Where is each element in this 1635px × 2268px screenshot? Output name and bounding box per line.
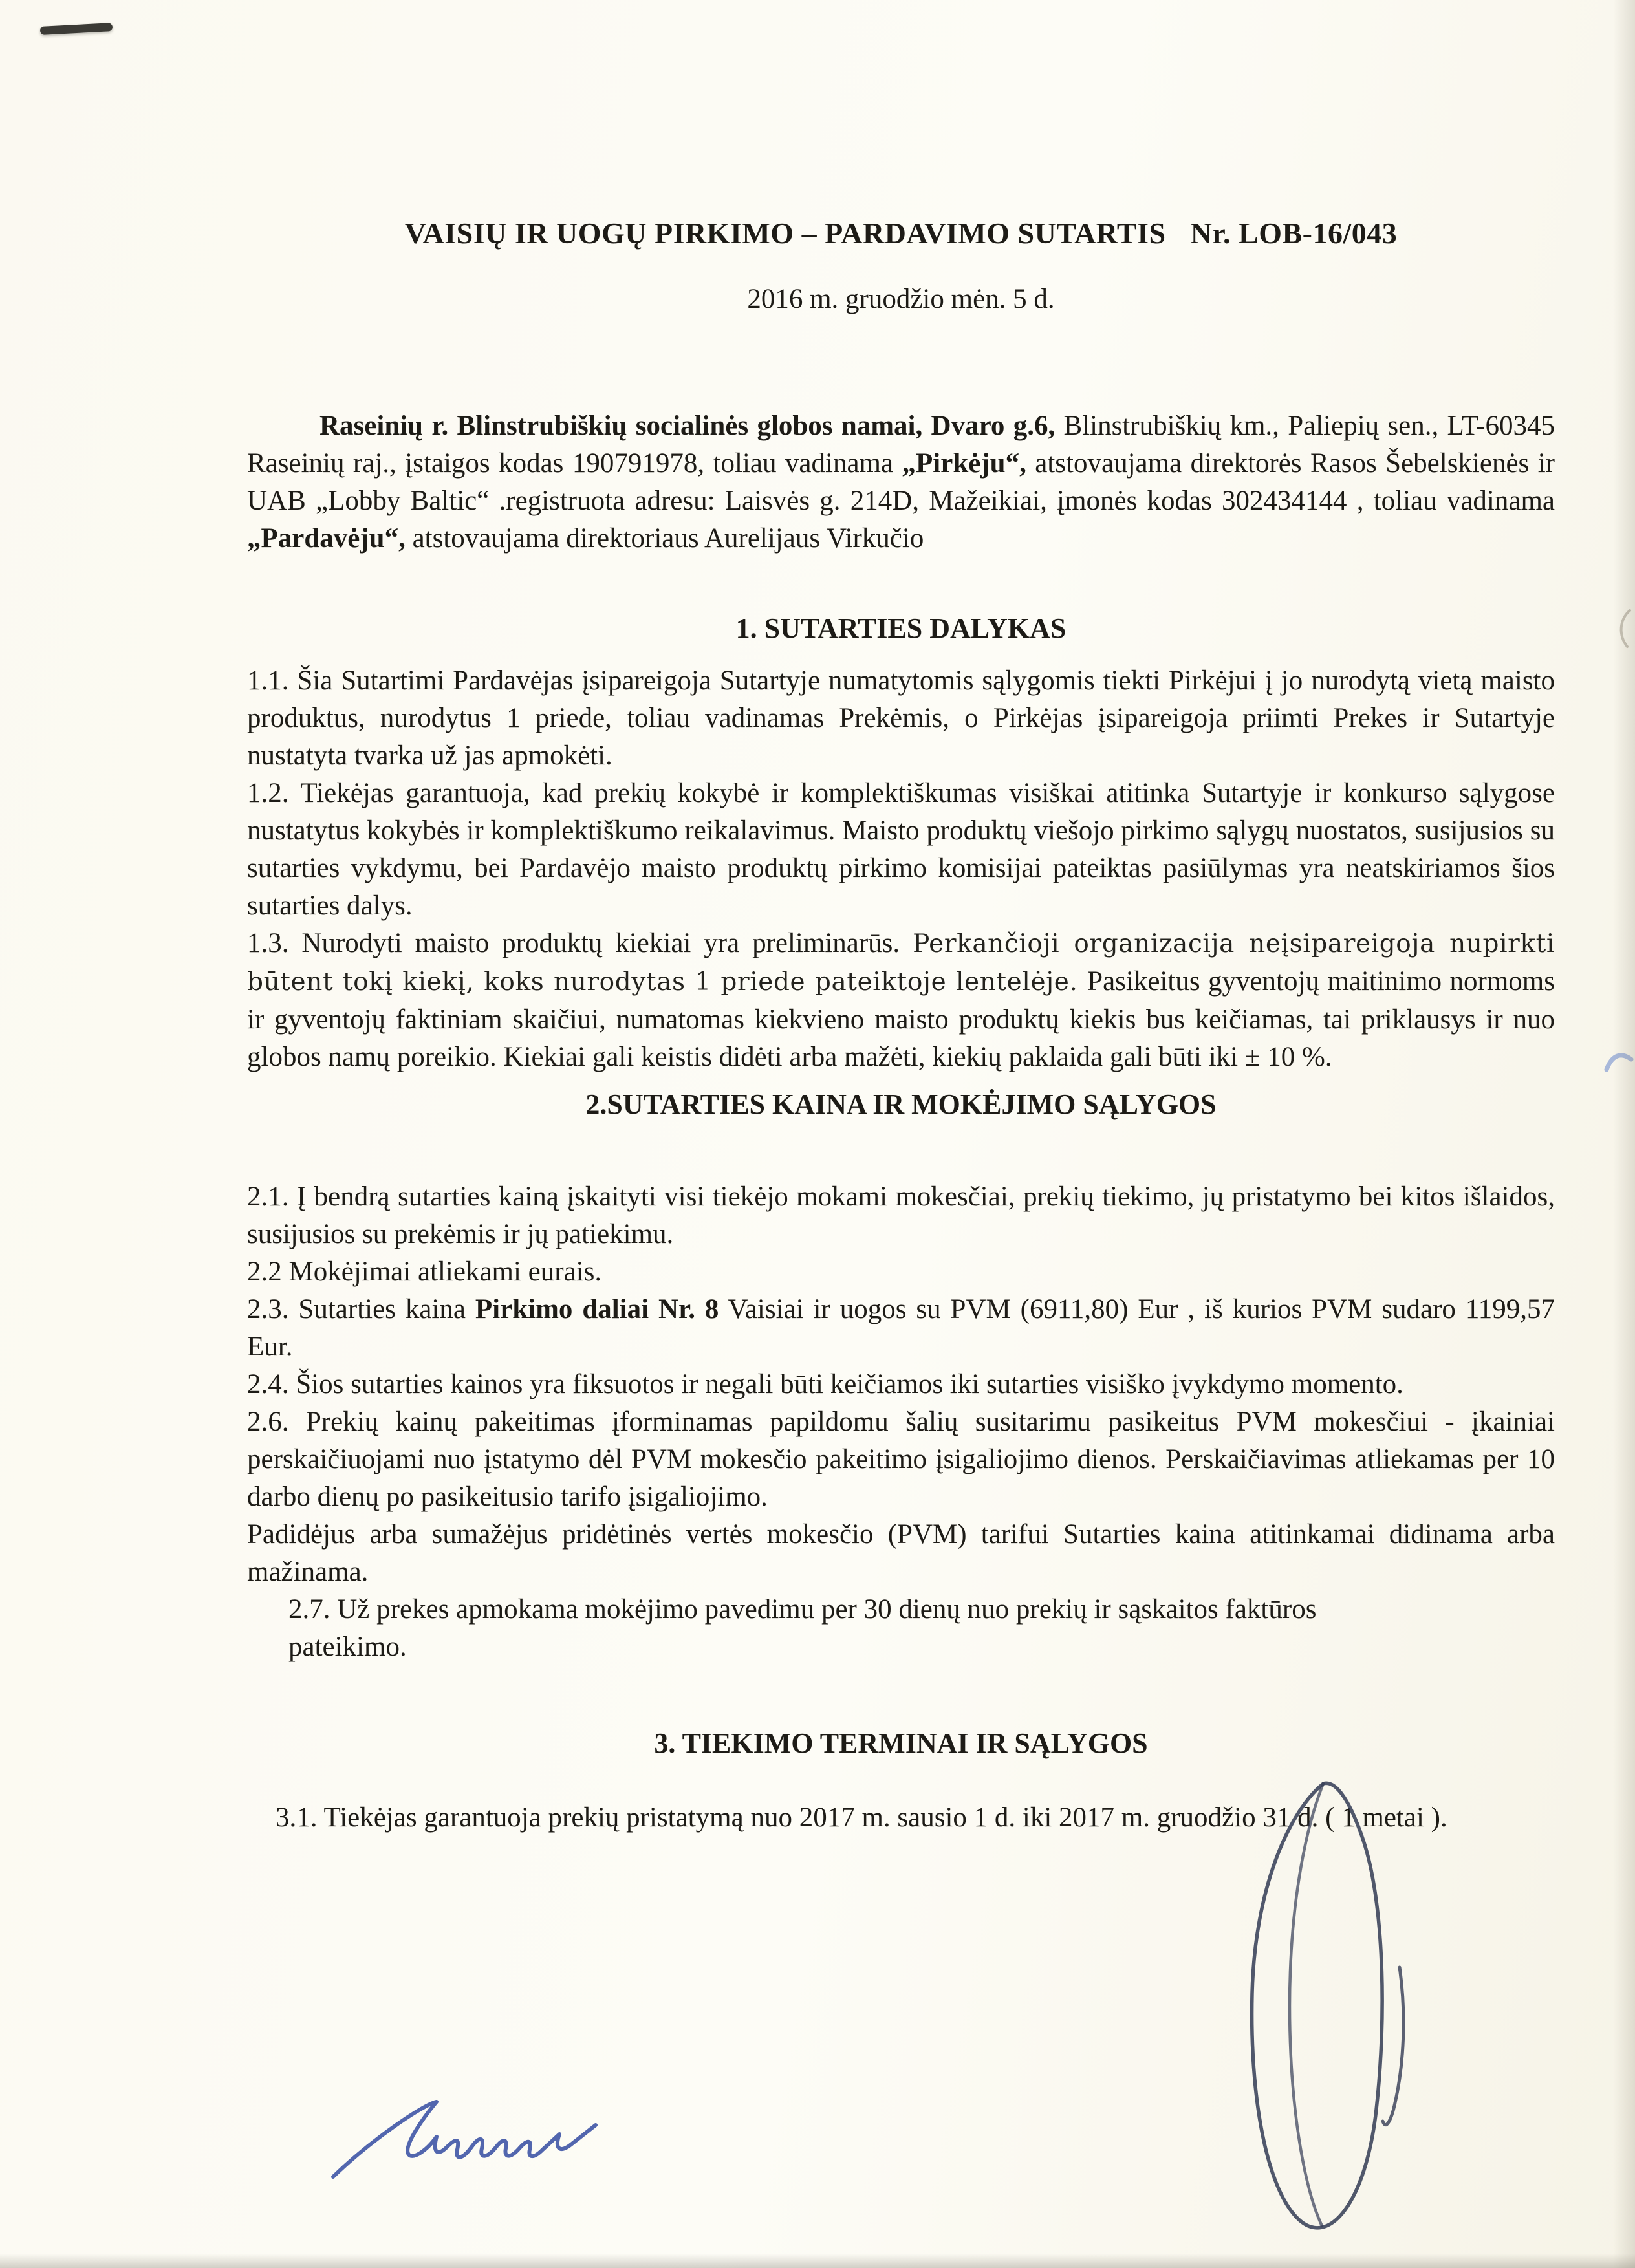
- scan-edge-shadow-bottom: [0, 2254, 1635, 2268]
- section-2-heading: 2.SUTARTIES KAINA IR MOKĖJIMO SĄLYGOS: [585, 1088, 1217, 1120]
- blue-edge-mark: [1603, 1046, 1635, 1080]
- clause-2-3: [247, 1291, 1555, 1366]
- section-2-clauses: [247, 1178, 1555, 1666]
- clause-2-7: [247, 1591, 1555, 1666]
- clause-2-7-line-2: pateikimo.: [288, 1632, 407, 1662]
- scan-crease-mark: [1612, 608, 1635, 649]
- contract-title-text: VAISIŲ IR UOGŲ PIRKIMO – PARDAVIMO SUTARTIS: [404, 217, 1166, 250]
- contract-title: [247, 213, 1555, 254]
- intro-text-segment: atstovaujama direktoriaus Aurelijaus Virkučio: [405, 523, 924, 554]
- clause-2-2: 2.2 Mokėjimai atliekami eurais.: [247, 1257, 602, 1287]
- intro-text-segment: Blinstrubiškių km., Paliepių sen., LT-60345 Raseinių raj., įstaigos kodas 190791978, toliau vadinama: [247, 411, 1555, 479]
- clause-1-3-alt-font-segment: Perkančioji organizacija neįsipareigoja nupirkti būtent tokį kiekį, koks nurodytas 1 priede pateiktoje lentelėje.: [247, 929, 1555, 997]
- intro-paragraph: [247, 407, 1555, 557]
- section-3-heading: 3. TIEKIMO TERMINAI IR SĄLYGOS: [654, 1727, 1148, 1759]
- pen-stroke-oval-mark: [1226, 1773, 1420, 2252]
- clause-1-3-segment: 1.3. Nurodyti maisto produktų kiekiai yra preliminarūs.: [247, 928, 913, 958]
- scan-artifact-top-left: [40, 23, 113, 35]
- seller-label-text: „Pardavėju“,: [247, 523, 406, 554]
- intro-text-segment: atstovaujama direktorės Rasos Šebelskienės ir UAB „Lobby Baltic“ .registruota adresu: Laisvės g. 214D, Mažeikiai, įmonės kodas 302434144 , toliau vadinama: [247, 448, 1555, 516]
- clause-1-2: 1.2. Tiekėjas garantuoja, kad prekių kokybė ir komplektiškumas visiškai atitinka Sutartyje ir konkurso sąlygose nustatytus kokybės ir komplektiškumo reikalavimus. Maisto produktų viešojo pirkimo sąlygų nuostatos, susijusios su sutarties vykdymu, bei Pardavėjo maisto produktų pirkimo komisijai pateiktas pasiūlymas yra neatskiriamos šios sutarties dalys.: [247, 778, 1555, 921]
- clause-3-1: 3.1. Tiekėjas garantuoja prekių pristatymą nuo 2017 m. sausio 1 d. iki 2017 m. gruodžio 31 d. ( 1 metai ).: [276, 1802, 1447, 1833]
- buyer-label-text: „Pirkėju“,: [902, 448, 1026, 479]
- clause-2-6: 2.6. Prekių kainų pakeitimas įforminamas papildomu šalių susitarimu pasikeitus PVM mokesčiui - įkainiai perskaičiuojami nuo įstatymo dėl PVM mokesčio pakeitimo įsigaliojimo dienos. Perskaičiavimas atliekamas per 10 darbo dienų po pasikeitusio tarifo įsigaliojimo.: [247, 1407, 1555, 1512]
- contract-number: Nr. LOB-16/043: [1190, 217, 1398, 250]
- clause-2-1: 2.1. Į bendrą sutarties kainą įskaityti visi tiekėjo mokami mokesčiai, prekių tiekimo, jų pristatymo bei kitos išlaidos, susijusios su prekėmis ir jų patiekimu.: [247, 1182, 1555, 1249]
- clause-1-1: 1.1. Šia Sutartimi Pardavėjas įsipareigoja Sutartyje numatytomis sąlygomis tiekti Pirkėjui į jo nurodytą vietą maisto produktus, nurodytus 1 priede, toliau vadinamas Prekėmis, o Pirkėjas įsipareigoja priimti Prekes ir Sutartyje nustatyta tvarka už jas apmokėti.: [247, 665, 1555, 771]
- clause-1-3: [247, 925, 1555, 1076]
- purchase-part-number-text: Pirkimo daliai Nr. 8: [475, 1294, 719, 1324]
- clause-2-3-segment: 2.3. Sutarties kaina: [247, 1294, 475, 1324]
- clause-1-3-segment: Pasikeitus gyventojų maitinimo normoms ir gyventojų faktiniam skaičiui, numatomas kiekvieno maisto produktų kiekis bus keičiamas, tai priklausys ir nuo globos namų poreikio. Kiekiai gali keistis didėti arba mažėti, kiekių paklaida gali būti iki ± 10 %.: [247, 966, 1555, 1072]
- handwritten-signature: [327, 2094, 605, 2185]
- clause-2-4: 2.4. Šios sutarties kainos yra fiksuotos ir negali būti keičiamos iki sutarties visiško įvykdymo momento.: [247, 1369, 1403, 1399]
- clause-2-3-segment: Vaisiai ir uogos su PVM (6911,80) Eur , iš kurios PVM sudaro 1199,57 Eur.: [247, 1294, 1555, 1362]
- buyer-name-text: Raseinių r. Blinstrubiškių socialinės globos namai, Dvaro g.6,: [319, 411, 1056, 441]
- scan-edge-shadow-right: [1613, 0, 1635, 2268]
- contract-date: 2016 m. gruodžio mėn. 5 d.: [747, 284, 1055, 314]
- section-1-clauses: [247, 662, 1555, 1076]
- contract-body: [247, 213, 1555, 1837]
- clause-2-7-line-1: 2.7. Už prekes apmokama mokėjimo pavedimu per 30 dienų nuo prekių ir sąskaitos faktūros: [288, 1594, 1317, 1625]
- clause-2-6b: Padidėjus arba sumažėjus pridėtinės vertės mokesčio (PVM) tarifui Sutarties kaina atitinkamai didinama arba mažinama.: [247, 1519, 1555, 1587]
- section-1-heading: 1. SUTARTIES DALYKAS: [735, 612, 1067, 644]
